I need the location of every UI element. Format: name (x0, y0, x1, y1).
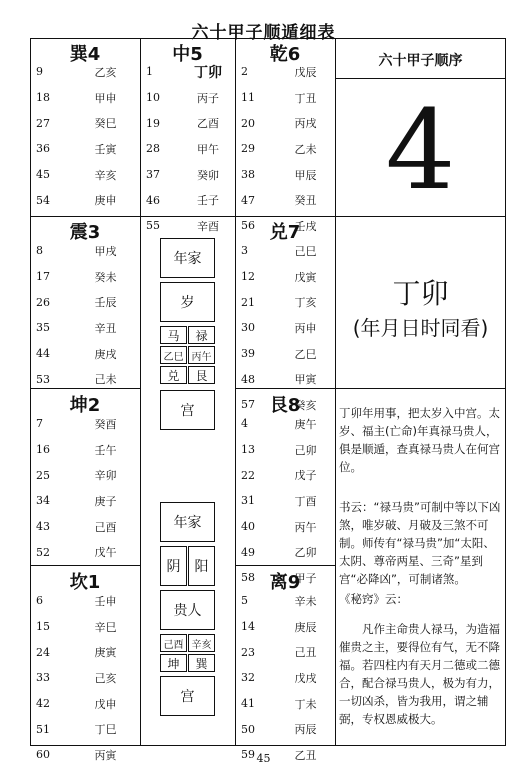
row-number: 28 (146, 142, 160, 156)
row-ganzhi: 丙辰 (294, 723, 317, 737)
row-number: 15 (36, 620, 50, 634)
row-number: 25 (36, 468, 50, 482)
chart-cell: 年家 (160, 502, 215, 542)
table-row (235, 614, 335, 640)
row-number: 51 (36, 722, 50, 736)
row-number: 45 (36, 168, 50, 182)
row-ganzhi: 癸丑 (294, 194, 317, 208)
chart-cell: 贵人 (160, 590, 215, 630)
row-number: 33 (36, 671, 50, 685)
row-ganzhi: 己未 (94, 373, 117, 387)
table-row (235, 716, 335, 742)
table-row (30, 315, 140, 341)
row-number: 41 (241, 697, 255, 711)
row-number: 39 (241, 347, 255, 361)
chart-cell: 岁 (160, 282, 215, 322)
table-row (235, 488, 335, 514)
table-row (140, 110, 235, 136)
row-number: 35 (36, 321, 50, 335)
row-number: 20 (241, 116, 255, 130)
row-ganzhi: 丙午 (294, 520, 317, 534)
order-title: 六十甲子顺序 (378, 53, 463, 69)
note-paragraph: 书云：“禄马贵”可制中等以下凶煞，唯岁破、月破及三煞不可制。师传有“禄马贵”加“太阳、太阴、尊帝两星、三奇”星到宫“必降凶”，可制诸煞。 (339, 500, 501, 586)
row-ganzhi: 辛酉 (197, 219, 219, 233)
table-row (30, 462, 140, 488)
row-ganzhi: 壬午 (94, 443, 117, 457)
row-ganzhi: 甲戌 (94, 244, 117, 258)
row-ganzhi: 丙申 (294, 321, 317, 335)
row-number: 2 (241, 65, 248, 79)
row-ganzhi: 甲申 (94, 91, 117, 105)
row-ganzhi: 丙寅 (94, 748, 117, 762)
row-ganzhi: 癸酉 (94, 417, 117, 431)
row-ganzhi: 癸未 (94, 270, 117, 284)
current-ganzhi: 丁卯 (392, 277, 449, 310)
palace-gen-header: 艮8 (269, 395, 301, 416)
chart-cell: 坤 (160, 654, 187, 672)
chart-cell: 年家 (160, 238, 215, 278)
row-ganzhi: 丙戌 (294, 117, 317, 131)
palace-zhong-list (140, 59, 235, 239)
row-number: 34 (36, 494, 50, 508)
table-row (30, 162, 140, 188)
row-ganzhi: 丁卯 (194, 64, 222, 81)
table-row (140, 162, 235, 188)
palace-dui-header: 兑7 (269, 222, 301, 243)
palace-gen-list (235, 411, 335, 591)
table-row (30, 264, 140, 290)
row-ganzhi: 丁未 (294, 697, 317, 711)
ganzhi-subtitle: (年月日时同看) (352, 316, 489, 340)
table-row (30, 514, 140, 540)
table-row (30, 639, 140, 665)
table-row (235, 411, 335, 437)
row-number: 36 (36, 142, 50, 156)
row-ganzhi: 乙丑 (294, 748, 317, 762)
table-row (30, 539, 140, 565)
row-ganzhi: 丁丑 (294, 91, 317, 105)
table-row (235, 136, 335, 162)
row-number: 60 (36, 748, 50, 762)
row-number: 16 (36, 443, 50, 457)
row-ganzhi: 庚午 (294, 417, 317, 431)
table-row (30, 187, 140, 213)
chart-cell: 马 (160, 326, 187, 344)
row-ganzhi: 戊申 (94, 697, 117, 711)
row-divider (335, 216, 506, 217)
table-row (235, 691, 335, 717)
row-number: 48 (241, 372, 255, 386)
row-number: 49 (241, 545, 255, 559)
row-number: 29 (241, 142, 255, 156)
table-row (235, 85, 335, 111)
row-ganzhi: 戊午 (94, 546, 117, 560)
table-row (235, 238, 335, 264)
table-row (235, 187, 335, 213)
row-number: 19 (146, 116, 160, 130)
page-number: 45 (256, 752, 271, 765)
row-number: 22 (241, 468, 255, 482)
row-ganzhi: 辛亥 (94, 168, 117, 182)
row-ganzhi: 甲辰 (294, 168, 317, 182)
row-number: 42 (36, 697, 50, 711)
palace-zhen-list (30, 238, 140, 392)
note-paragraph: 《秘窍》云： (339, 592, 408, 606)
table-row (30, 588, 140, 614)
table-row (30, 411, 140, 437)
note-paragraph: 凡作主命贵人禄马，为造福催贵之主，要得位有气，无不降福。若四柱内有天月二德或二德合，配合禄马贵人，极为有力，一切凶杀，皆为我用，谓之辅弼，专权恩威极大。 (339, 622, 500, 726)
row-number: 43 (36, 520, 50, 534)
table-row (235, 514, 335, 540)
row-ganzhi: 丁酉 (294, 494, 317, 508)
chart-cell: 兑 (160, 366, 187, 384)
table-row (30, 110, 140, 136)
row-ganzhi: 己巳 (294, 244, 317, 258)
table-row (235, 588, 335, 614)
row-number: 50 (241, 722, 255, 736)
row-number: 11 (241, 91, 255, 105)
row-number: 56 (241, 219, 255, 233)
palace-li-header: 离9 (269, 572, 301, 593)
table-row (140, 136, 235, 162)
row-ganzhi: 乙酉 (197, 117, 219, 131)
table-row (235, 59, 335, 85)
chart-cell: 辛亥 (188, 634, 215, 652)
chart-yinyang-bottom (160, 502, 215, 722)
row-ganzhi: 壬辰 (94, 296, 117, 310)
row-number: 40 (241, 520, 255, 534)
row-number: 58 (241, 571, 255, 585)
chart-cell: 阴 (160, 546, 187, 586)
palace-qian-header: 乾6 (269, 44, 301, 65)
row-ganzhi: 己丑 (294, 646, 317, 660)
row-number: 54 (36, 193, 50, 207)
table-row (235, 315, 335, 341)
table-row (235, 264, 335, 290)
table-row (140, 187, 235, 213)
table-row (235, 289, 335, 315)
table-row (235, 539, 335, 565)
table-row (140, 213, 235, 239)
row-ganzhi: 辛卯 (94, 469, 117, 483)
row-ganzhi: 丙子 (197, 91, 219, 105)
row-ganzhi: 癸巳 (94, 117, 117, 131)
palace-kan-list (30, 588, 140, 768)
row-number: 52 (36, 545, 50, 559)
row-number: 46 (146, 193, 160, 207)
table-row (235, 462, 335, 488)
row-ganzhi: 壬子 (197, 194, 219, 208)
row-ganzhi: 乙亥 (94, 65, 117, 79)
row-ganzhi: 庚子 (94, 494, 117, 508)
palace-kan-header: 坎1 (69, 572, 101, 593)
row-number: 31 (241, 494, 255, 508)
row-number: 55 (146, 219, 160, 233)
chart-cell: 巽 (188, 654, 215, 672)
table-row (235, 162, 335, 188)
row-number: 5 (241, 594, 248, 608)
palace-kun-header: 坤2 (69, 395, 101, 416)
row-ganzhi: 甲午 (197, 142, 219, 156)
chart-cell: 己酉 (160, 634, 187, 652)
chart-cell: 艮 (188, 366, 215, 384)
table-row (235, 437, 335, 463)
palace-kun-list (30, 411, 140, 565)
row-number: 26 (36, 295, 50, 309)
palace-qian-list (235, 59, 335, 239)
row-divider (335, 388, 506, 389)
row-ganzhi: 乙巳 (294, 347, 317, 361)
row-ganzhi: 壬戌 (294, 219, 317, 233)
table-row (140, 85, 235, 111)
table-row (30, 136, 140, 162)
row-ganzhi: 甲寅 (294, 373, 317, 387)
row-ganzhi: 癸卯 (197, 168, 219, 182)
table-row (30, 85, 140, 111)
row-number: 8 (36, 244, 43, 258)
row-number: 3 (241, 244, 248, 258)
row-number: 30 (241, 321, 255, 335)
row-number: 47 (241, 193, 255, 207)
row-number: 27 (36, 116, 50, 130)
row-ganzhi: 乙未 (294, 142, 317, 156)
row-divider (335, 78, 506, 79)
row-number: 57 (241, 398, 255, 412)
table-row (30, 289, 140, 315)
row-ganzhi: 戊子 (294, 469, 317, 483)
order-number: 4 (385, 86, 456, 214)
row-number: 1 (146, 65, 153, 79)
row-number: 37 (146, 168, 160, 182)
chart-cell: 禄 (188, 326, 215, 344)
row-ganzhi: 戊寅 (294, 270, 317, 284)
table-row (30, 341, 140, 367)
row-ganzhi: 甲子 (294, 571, 317, 585)
row-number: 23 (241, 645, 255, 659)
table-row (30, 437, 140, 463)
row-ganzhi: 辛丑 (94, 321, 117, 335)
row-ganzhi: 辛未 (294, 594, 317, 608)
table-row (30, 665, 140, 691)
row-number: 13 (241, 443, 255, 457)
row-number: 38 (241, 168, 255, 182)
table-row (30, 716, 140, 742)
palace-xun-header: 巽4 (69, 44, 101, 65)
palace-xun-list (30, 59, 140, 213)
row-ganzhi: 戊戌 (294, 671, 317, 685)
chart-cell: 阳 (188, 546, 215, 586)
row-number: 14 (241, 620, 255, 634)
row-number: 53 (36, 372, 50, 386)
row-number: 24 (36, 645, 50, 659)
row-ganzhi: 丁亥 (294, 296, 317, 310)
row-number: 10 (146, 91, 160, 105)
row-number: 18 (36, 91, 50, 105)
row-ganzhi: 己卯 (294, 443, 317, 457)
chart-cell: 乙巳 (160, 346, 187, 364)
row-number: 7 (36, 417, 43, 431)
row-ganzhi: 癸亥 (294, 398, 317, 412)
row-ganzhi: 乙卯 (294, 546, 317, 560)
palace-zhen-header: 震3 (69, 222, 101, 243)
table-row (235, 366, 335, 392)
row-ganzhi: 庚申 (94, 194, 117, 208)
table-row (235, 665, 335, 691)
table-row (235, 639, 335, 665)
row-divider (30, 565, 140, 566)
row-number: 12 (241, 270, 255, 284)
note-paragraph: 丁卯年用事，把太岁入中宫。太岁、福主(亡命)年真禄马贵人，俱是顺遁，查真禄马贵人在何宫位。 (339, 406, 500, 474)
row-ganzhi: 己酉 (94, 520, 117, 534)
chart-year-top (160, 238, 215, 383)
palace-li-list (235, 588, 335, 768)
row-ganzhi: 戊辰 (294, 65, 317, 79)
row-ganzhi: 辛巳 (94, 620, 117, 634)
table-row (235, 341, 335, 367)
row-ganzhi: 庚寅 (94, 646, 117, 660)
chart-cell: 宫 (160, 676, 215, 716)
row-number: 4 (241, 417, 248, 431)
table-row (30, 614, 140, 640)
table-row (30, 59, 140, 85)
table-row (30, 691, 140, 717)
chart-cell: 宫 (160, 390, 215, 430)
row-ganzhi: 壬寅 (94, 142, 117, 156)
row-number: 6 (36, 594, 43, 608)
table-row (140, 59, 235, 85)
row-ganzhi: 丁巳 (94, 723, 117, 737)
row-ganzhi: 己亥 (94, 671, 117, 685)
row-number: 21 (241, 295, 255, 309)
table-row (30, 238, 140, 264)
row-ganzhi: 庚戌 (94, 347, 117, 361)
row-number: 44 (36, 347, 50, 361)
table-row (235, 110, 335, 136)
table-row (30, 488, 140, 514)
chart-cell: 丙午 (188, 346, 215, 364)
row-ganzhi: 壬申 (94, 594, 117, 608)
row-number: 9 (36, 65, 43, 79)
page-title: 六十甲子顺遁细表 (191, 23, 336, 43)
row-number: 59 (241, 748, 255, 762)
row-number: 32 (241, 671, 255, 685)
row-ganzhi: 庚辰 (294, 620, 317, 634)
palace-zhong-header: 中5 (172, 44, 203, 65)
row-number: 17 (36, 270, 50, 284)
table-row (30, 366, 140, 392)
